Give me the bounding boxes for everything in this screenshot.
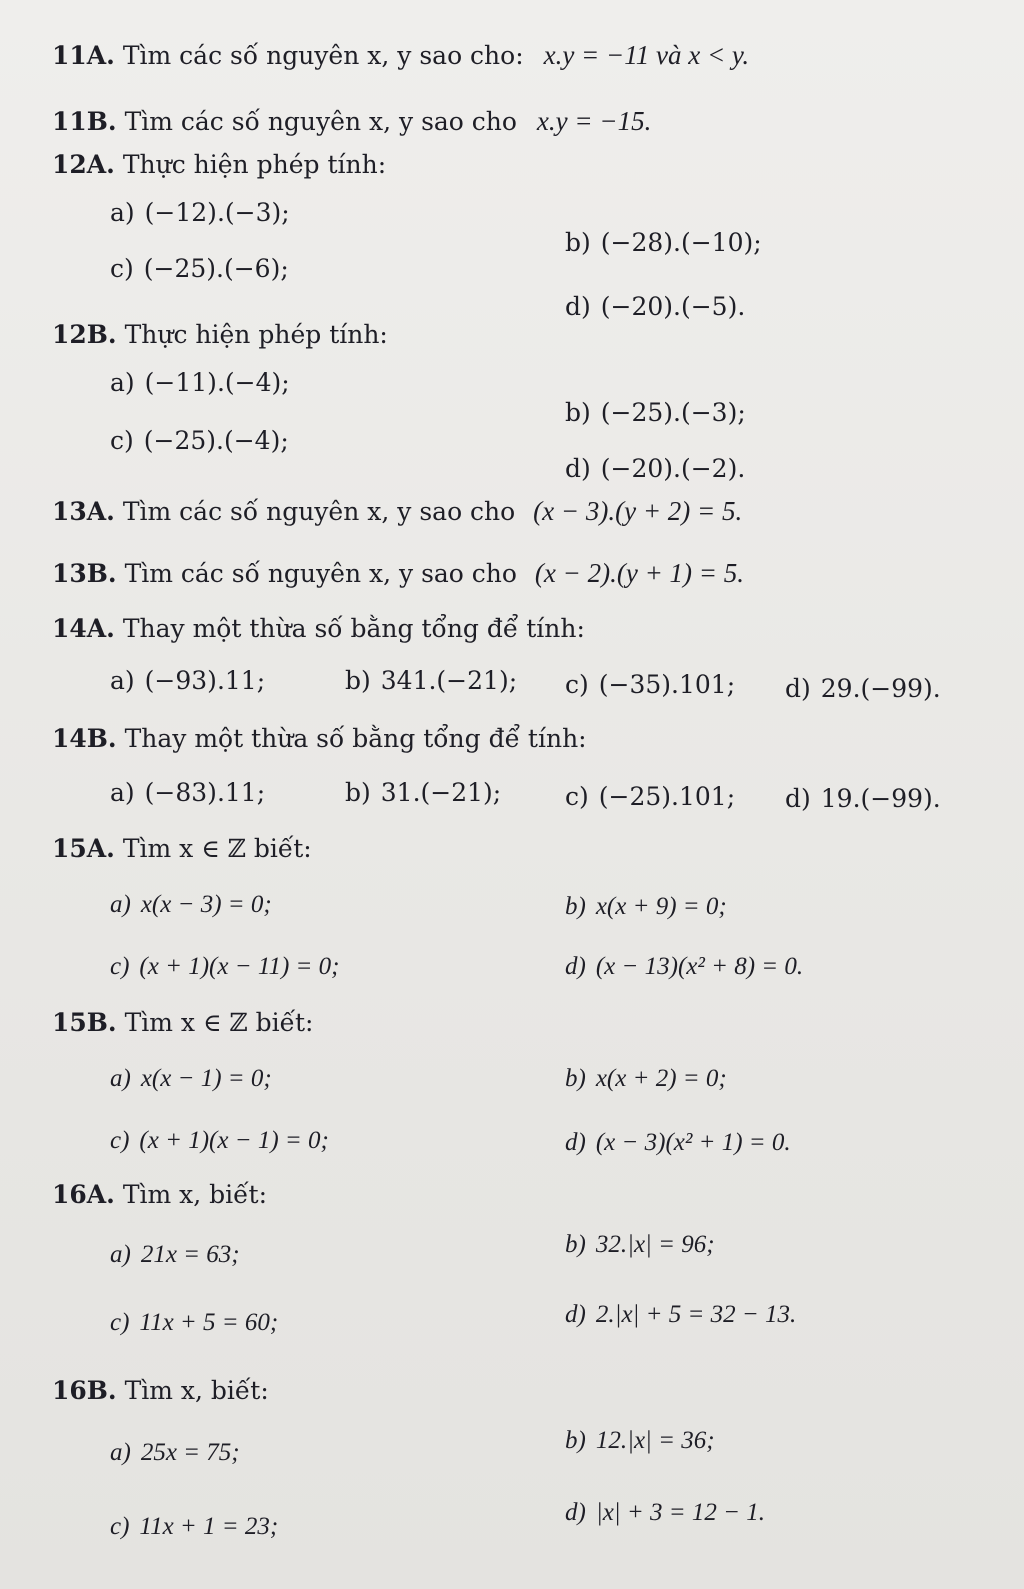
problem-12B-d: d) (−20).(−2). [565,454,746,483]
problem-13A: 13A. Tìm các số nguyên x, y sao cho (x − 3).(y + 2) = 5. [52,496,743,526]
problem-12A-c: c) (−25).(−6); [110,254,289,283]
problem-15B-a: a) x(x − 1) = 0; [110,1065,272,1092]
problem-13B: 13B. Tìm các số nguyên x, y sao cho (x − 2).(y + 1) = 5. [52,558,744,588]
problem-15A-d: d) (x − 13)(x² + 8) = 0. [565,953,804,980]
problem-15A-b: b) x(x + 9) = 0; [565,893,727,920]
problem-12B: 12B. Thực hiện phép tính: [52,320,388,349]
problem-15B-d: d) (x − 3)(x² + 1) = 0. [565,1129,791,1156]
problem-14B-a: a) (−83).11; [110,778,266,807]
problem-15B-b: b) x(x + 2) = 0; [565,1065,727,1092]
problem-12A-a: a) (−12).(−3); [110,198,290,227]
problem-12A-b: b) (−28).(−10); [565,228,762,257]
problem-14A-a: a) (−93).11; [110,666,266,695]
problem-15A-a: a) x(x − 3) = 0; [110,891,272,918]
problem-12B-a: a) (−11).(−4); [110,368,290,397]
problem-14A-b: b) 341.(−21); [345,666,518,695]
problem-12A: 12A. Thực hiện phép tính: [52,150,387,179]
problem-16B-b: b) 12.|x| = 36; [565,1427,715,1454]
problem-14A-c: c) (−35).101; [565,670,736,699]
problem-14B-c: c) (−25).101; [565,782,736,811]
problem-16B-c: c) 11x + 1 = 23; [110,1513,279,1540]
problem-15B-c: c) (x + 1)(x − 1) = 0; [110,1127,329,1154]
problem-16A-b: b) 32.|x| = 96; [565,1231,715,1258]
problem-11B: 11B. Tìm các số nguyên x, y sao cho x.y = −15. [52,106,652,136]
problem-16B-a: a) 25x = 75; [110,1439,240,1466]
problem-16A-a: a) 21x = 63; [110,1241,240,1268]
problem-16B: 16B. Tìm x, biết: [52,1376,269,1405]
problem-14B: 14B. Thay một thừa số bằng tổng để tính: [52,724,587,753]
problem-12B-c: c) (−25).(−4); [110,426,289,455]
problem-14A: 14A. Thay một thừa số bằng tổng để tính: [52,614,585,643]
problem-12A-d: d) (−20).(−5). [565,292,746,321]
problem-16A-d: d) 2.|x| + 5 = 32 − 13. [565,1301,797,1328]
problem-14A-d: d) 29.(−99). [785,674,941,703]
problem-12B-b: b) (−25).(−3); [565,398,746,427]
problem-16A: 16A. Tìm x, biết: [52,1180,268,1209]
problem-15A-c: c) (x + 1)(x − 11) = 0; [110,953,340,980]
problem-15A: 15A. Tìm x ∈ ℤ biết: [52,834,312,863]
problem-11A: 11A. Tìm các số nguyên x, y sao cho: x.y = −11 và x < y. [52,40,750,70]
problem-16A-c: c) 11x + 5 = 60; [110,1309,279,1336]
problem-14B-d: d) 19.(−99). [785,784,941,813]
problem-16B-d: d) |x| + 3 = 12 − 1. [565,1499,766,1526]
problem-14B-b: b) 31.(−21); [345,778,502,807]
problem-15B: 15B. Tìm x ∈ ℤ biết: [52,1008,314,1037]
